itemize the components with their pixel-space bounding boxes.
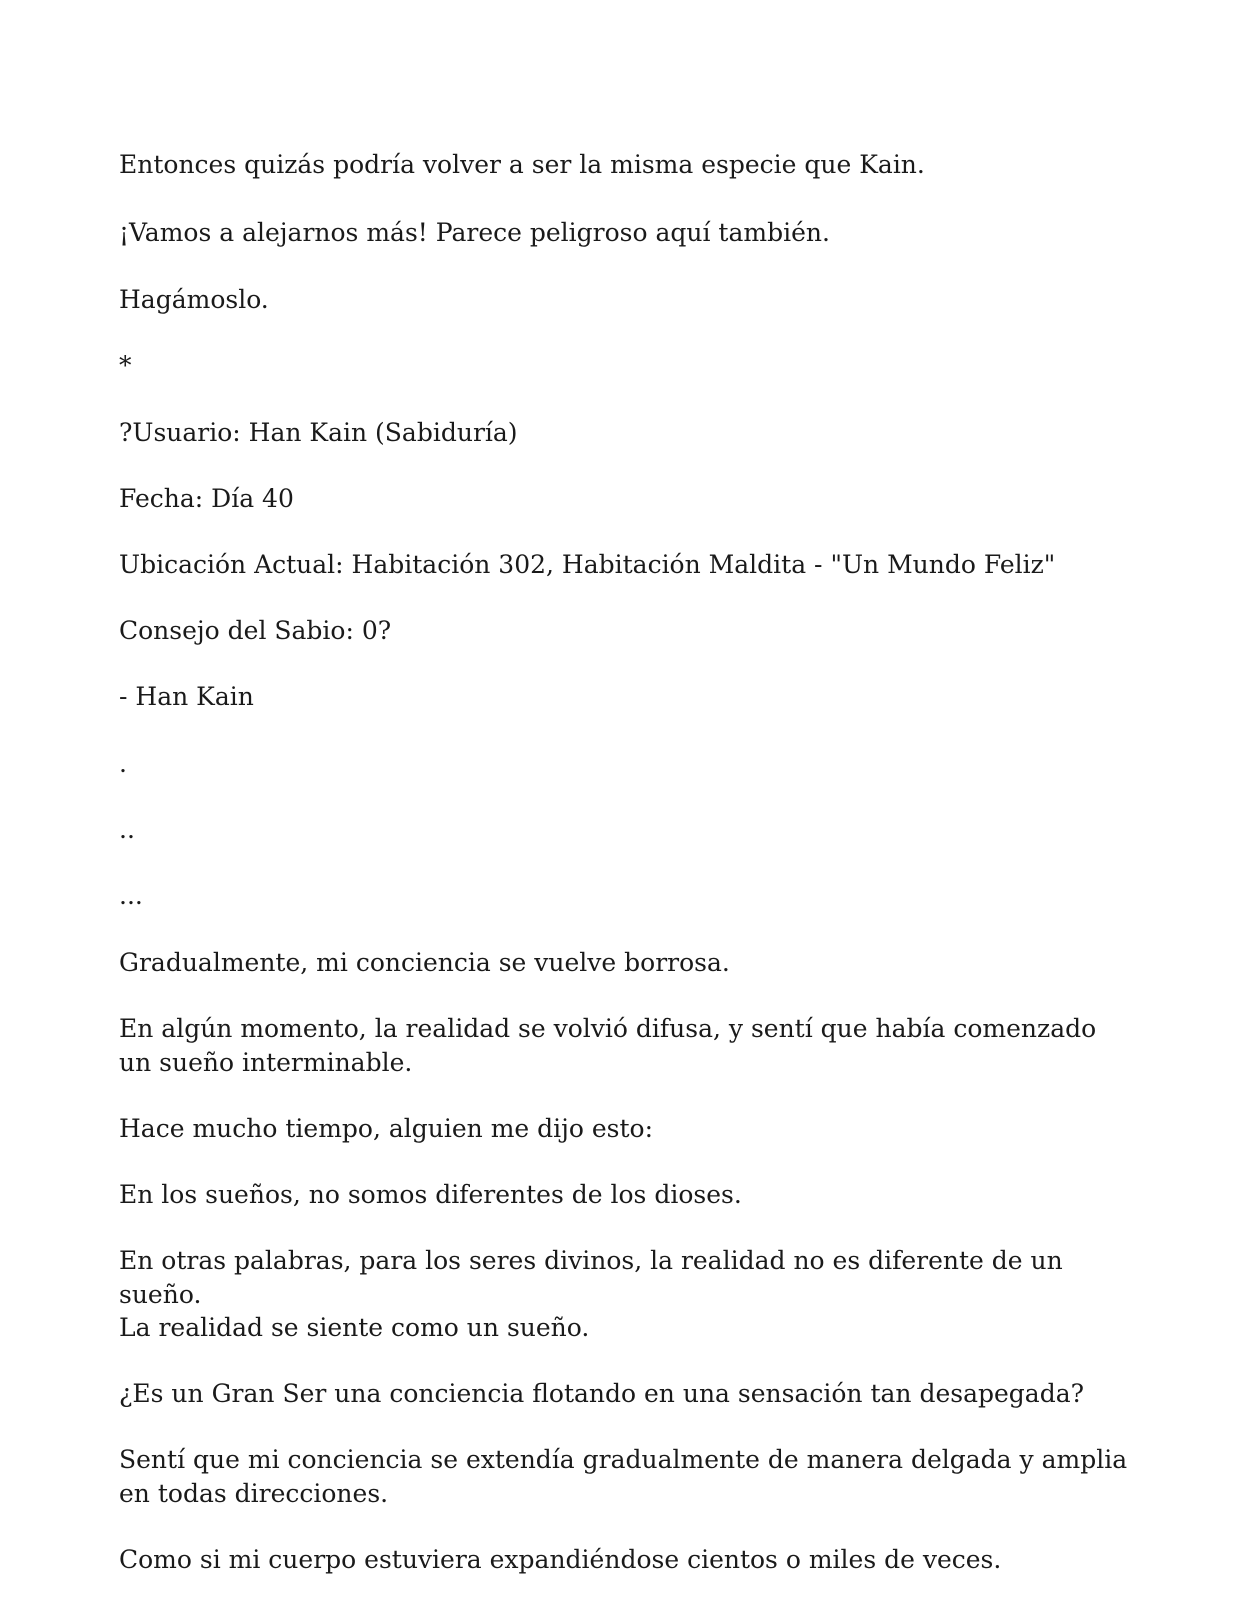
- paragraph-13: Gradualmente, mi conciencia se vuelve borrosa.: [119, 948, 730, 977]
- ellipsis-three-dots: ...: [119, 881, 143, 910]
- ellipsis-two-dots: ..: [119, 815, 135, 844]
- paragraph-3: Hagámoslo.: [119, 285, 269, 314]
- paragraph-14: En algún momento, la realidad se volvió difusa, y sentí que había comenzado un sueño interminable.: [119, 1014, 1097, 1077]
- paragraph-2: ¡Vamos a alejarnos más! Parece peligroso aquí también.: [119, 218, 830, 247]
- paragraph-16: En los sueños, no somos diferentes de los dioses.: [119, 1180, 742, 1209]
- paragraph-20: Sentí que mi conciencia se extendía gradualmente de manera delgada y amplia en todas direcciones.: [119, 1445, 1128, 1508]
- paragraph-18: La realidad se siente como un sueño.: [119, 1313, 590, 1342]
- status-signature-line: - Han Kain: [119, 682, 254, 711]
- status-date-line: Fecha: Día 40: [119, 484, 294, 513]
- paragraph-17: En otras palabras, para los seres divinos, la realidad no es diferente de un sueño.: [119, 1246, 1063, 1309]
- scene-break-asterisk: *: [119, 351, 132, 380]
- status-user-line: ?Usuario: Han Kain (Sabiduría): [119, 418, 518, 447]
- status-location-line: Ubicación Actual: Habitación 302, Habitación Maldita - "Un Mundo Feliz": [119, 550, 1056, 579]
- paragraph-19: ¿Es un Gran Ser una conciencia flotando en una sensación tan desapegada?: [119, 1379, 1085, 1408]
- status-advice-line: Consejo del Sabio: 0?: [119, 616, 392, 645]
- paragraph-15: Hace mucho tiempo, alguien me dijo esto:: [119, 1114, 654, 1143]
- paragraph-1: Entonces quizás podría volver a ser la misma especie que Kain.: [119, 150, 925, 179]
- ellipsis-one-dot: .: [119, 749, 127, 778]
- paragraph-21: Como si mi cuerpo estuviera expandiéndose cientos o miles de veces.: [119, 1545, 1002, 1574]
